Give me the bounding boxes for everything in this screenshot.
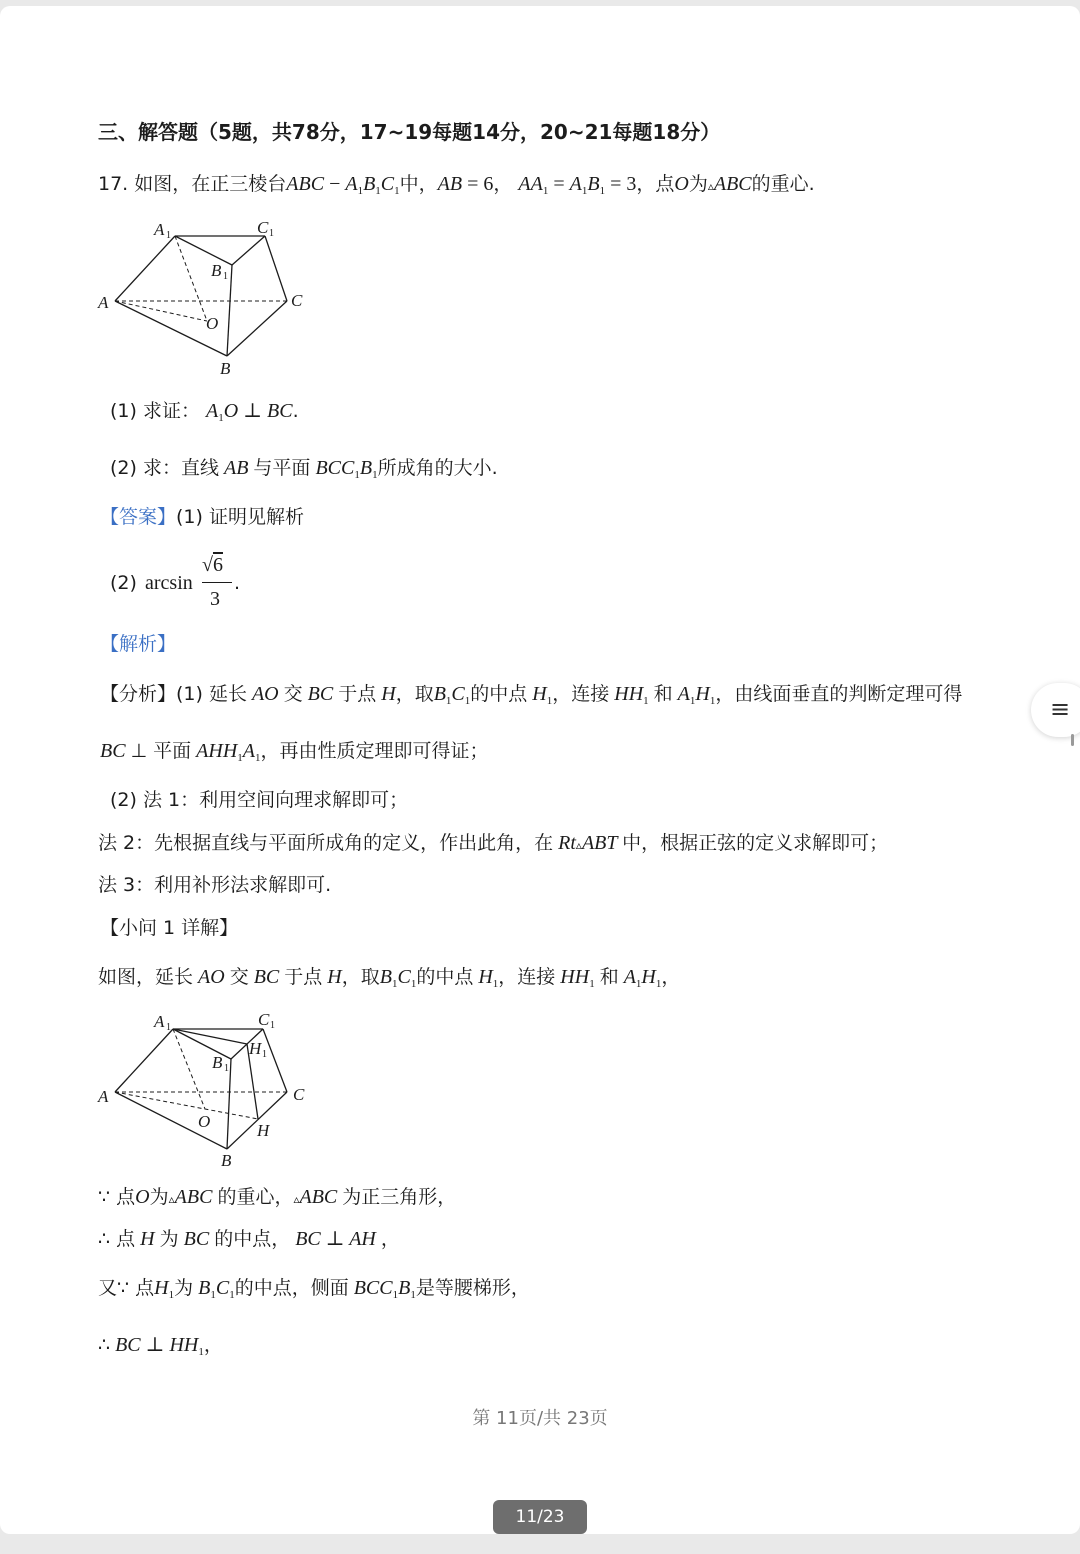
label-B1: B [211, 261, 222, 280]
analysis-method-1: (2) 法 1：利用空间向理求解即可； [110, 789, 409, 811]
label-B: B [220, 359, 231, 378]
label-A: A [98, 293, 109, 312]
frustum-figure-1 [95, 211, 320, 381]
page-footer: 第 11页/共 23页 [472, 1408, 608, 1429]
scrollbar-thumb[interactable] [1071, 734, 1074, 746]
part-2: (2) 求：直线 AB 与平面 $BCC_1B_1$所成角的大小. [110, 457, 498, 481]
analysis-method-3: 法 3：利用补形法求解即可. [98, 874, 332, 896]
svg-text:1: 1 [270, 1020, 275, 1031]
label2-A: A [98, 1087, 109, 1106]
analysis-line-1: 【分析】(1) 延长 AO 交 BC 于点 H，取$B_1C_1$的中点 $H_1$，连接 $HH_1$ 和 $A_1H_1$，由线面垂直的判断定理可得 [100, 683, 963, 707]
analysis-method-2: 法 2：先根据直线与平面所成角的定义，作出此角，在 Rt▵ABT 中，根据正弦的定义求解即可； [98, 832, 889, 854]
answer-tag: 【答案】 [100, 506, 177, 528]
part-1: (1) 求证： $A_1O$ ⊥ BC. [110, 400, 299, 424]
svg-text:1: 1 [166, 1022, 171, 1033]
svg-text:1: 1 [166, 230, 171, 241]
proof-line-3: 又∵ 点$H_1$为 $B_1C_1$的中点，侧面 $BCC_1B_1$是等腰梯形， [98, 1277, 530, 1301]
analysis-line-2: BC ⊥ 平面 $AHH_1A_1$，再由性质定理即可得证； [100, 740, 489, 764]
label2-A1: A [154, 1012, 165, 1031]
proof-line-1: ∵ 点O为▵ABC 的重心，▵ABC 为正三角形， [98, 1186, 457, 1208]
label-O: O [206, 314, 219, 333]
svg-text:1: 1 [224, 1063, 229, 1074]
label2-C: C [293, 1085, 305, 1104]
svg-text:1: 1 [223, 271, 228, 282]
label2-B1: B [212, 1053, 223, 1072]
menu-icon: ≡ [1050, 695, 1071, 723]
label2-H1: H [249, 1039, 262, 1058]
svg-text:1: 1 [262, 1049, 267, 1060]
label2-H: H [257, 1121, 270, 1140]
analysis-tag: 【解析】 [100, 633, 177, 655]
document-page: 三、解答题（5题，共78分，17~19每题14分，20~21每题18分） 17. 如图，在正三棱台ABC − $A_1B_1C_1$中，AB = 6， $AA_1 = A_1B_1 = 3$，点O为▵ABC的重心. A 1 C 1 B 1 A C O B (1) 求证： $A_1O$ ⊥ BC. (2) 求：直线 AB 与平面 $BCC_1B_1$所成角的大小. 【答案】(1) 证明见解析 (2) arcsin √6 3 . 【解析】 【分析】(1) 延长 AO 交 BC 于点 H，取$B_1C_1$的中点 $H_1$，连接 $HH_1$ 和 $A_1H_1$，由线面垂直的判断定理可得 BC ⊥ 平面 $AHH_1A_1$，再由性质定理即可得证； (2) 法 1：利用空间向理求解即可； 法 2：先根据直线与平面所成角的定义，作出此角，在 Rt▵ABT 中，根据正弦的定义求解即可； 法 3：利用补形法求解即可. 【小问 1 详解】 如图，延长 AO 交 BC 于点 H，取$B_1C_1$的中点 $H_1$，连接 $HH_1$ 和 $A_1H_1$， A 1 C 1 H 1 B 1 A C O H B ∵ 点O为▵ABC 的重心，▵ABC 为正三角形， ∴ 点 H 为 BC 的中点， BC ⊥ AH ， 又∵ 点$H_1$为 $B_1C_1$的中点，侧面 $BCC_1B_1$是等腰梯形， ∴ BC ⊥ $HH_1$， 第 11页/共 23页 [0, 6, 1080, 1534]
answer-block: 【答案】(1) 证明见解析 [100, 506, 304, 528]
svg-text:1: 1 [269, 228, 274, 239]
label2-B: B [221, 1151, 232, 1170]
frustum-figure-2 [95, 1004, 320, 1174]
question-17-stem: 17. 如图，在正三棱台ABC − $A_1B_1C_1$中，AB = 6， $AA_1 = A_1B_1 = 3$，点O为▵ABC的重心. [98, 173, 815, 197]
detail-tag: 【小问 1 详解】 [100, 917, 239, 939]
proof-line-4: ∴ BC ⊥ $HH_1$， [98, 1334, 223, 1358]
label2-O: O [198, 1112, 211, 1131]
label-C1: C [257, 218, 269, 237]
label-C: C [291, 291, 303, 310]
page-indicator: 11/23 [493, 1500, 587, 1534]
detail-line-1: 如图，延长 AO 交 BC 于点 H，取$B_1C_1$的中点 $H_1$，连接 $HH_1$ 和 $A_1H_1$， [98, 966, 681, 990]
label2-C1: C [258, 1010, 270, 1029]
outline-menu-button[interactable] [1031, 683, 1080, 737]
proof-line-2: ∴ 点 H 为 BC 的中点， BC ⊥ AH ， [98, 1228, 400, 1250]
label-A1: A [154, 220, 165, 239]
section-title: 三、解答题（5题，共78分，17~19每题14分，20~21每题18分） [98, 120, 721, 144]
